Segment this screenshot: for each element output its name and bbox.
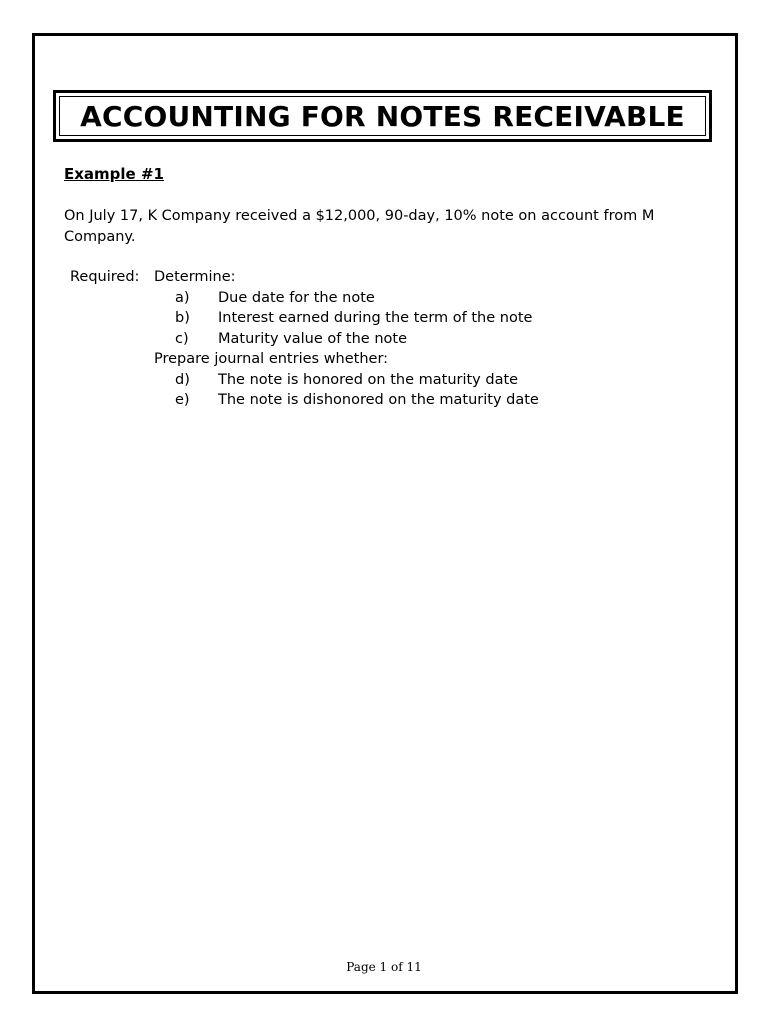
required-row — [70, 267, 539, 288]
list-item-text: Due date for the note — [218, 289, 375, 306]
determine-label: Determine: — [154, 269, 236, 285]
page-number-footer: Page 1 of 11 — [346, 960, 422, 974]
list-item — [70, 390, 539, 411]
list-item — [70, 308, 539, 329]
title-inner-frame — [59, 96, 706, 136]
list-item-text: The note is honored on the maturity date — [218, 371, 519, 388]
title-box — [53, 90, 712, 142]
list-item — [70, 329, 539, 350]
list-item — [70, 370, 539, 391]
list-item-text: The note is dishonored on the maturity date — [218, 392, 539, 408]
document-title: ACCOUNTING FOR NOTES RECEIVABLE — [80, 99, 685, 133]
required-label: Required: — [70, 269, 140, 285]
prepare-label: Prepare journal entries whether: — [154, 351, 389, 367]
list-item-letter: d) — [175, 371, 190, 388]
problem-statement: On July 17, K Company received a $12,000, 90-day, 10% note on account from M Company. — [64, 208, 655, 245]
list-item-letter: a) — [175, 289, 190, 306]
example-heading: Example #1 — [64, 165, 164, 183]
list-item-letter: b) — [175, 310, 190, 326]
list-item-text: Interest earned during the term of the note — [218, 310, 533, 326]
list-item-letter: e) — [175, 392, 190, 408]
list-item-text: Maturity value of the note — [218, 330, 408, 347]
list-item-letter: c) — [175, 330, 189, 347]
list-item — [70, 288, 539, 309]
required-section — [70, 267, 539, 411]
